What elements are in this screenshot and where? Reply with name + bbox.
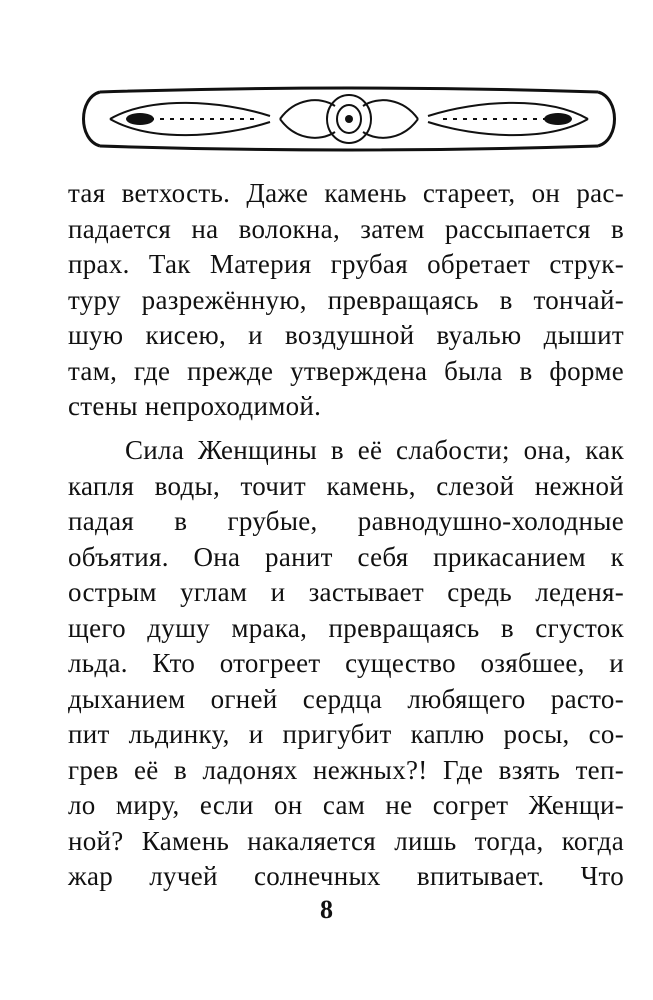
- paragraph-2: [68, 433, 624, 895]
- paragraph-1: [68, 176, 624, 425]
- text-line: грев её в ладонях нежных?! Где взять теп-: [68, 754, 624, 785]
- text-line: стены непроходимой.: [68, 391, 322, 421]
- text-line: щего душу мрака, превращаясь в сгусток: [68, 612, 624, 643]
- text-line: пит льдинку, и пригубит каплю росы, со-: [68, 719, 624, 749]
- text-line: ной? Камень накаляется лишь тогда, когда: [68, 825, 624, 856]
- text-line: там, где прежде утверждена была в форме: [68, 355, 624, 386]
- text-line: тая ветхость. Даже камень стареет, он рас-: [68, 178, 624, 208]
- page-number: 8: [320, 895, 333, 924]
- text-line: объятия. Она ранит себя прикасанием к: [68, 541, 624, 572]
- text-line: дыханием огней сердца любящего расто-: [68, 683, 624, 714]
- text-line: льда. Кто отогреет существо озябшее, и: [68, 648, 624, 678]
- text-line: шую кисею, и воздушной вуалью дышит: [68, 320, 624, 350]
- text-line: Сила Женщины в её слабости; она, как: [125, 435, 624, 465]
- text-line: ло миру, если он сам не согрет Женщи-: [68, 790, 624, 820]
- text-line: жар лучей солнечных впитывает. Что: [68, 861, 624, 891]
- text-line: прах. Так Материя грубая обретает струк-: [68, 249, 624, 279]
- text-line: падая в грубые, равнодушно-холодные: [68, 506, 624, 536]
- text-line: капля воды, точит камень, слезой нежной: [68, 470, 624, 501]
- text-line: острым углам и застывает средь леденя-: [68, 577, 624, 607]
- scroll-ornament-icon: [70, 78, 628, 160]
- text-line: туру разрежённую, превращаясь в тончай-: [68, 284, 624, 315]
- text-line: падается на волокна, затем рассыпается в: [68, 213, 624, 244]
